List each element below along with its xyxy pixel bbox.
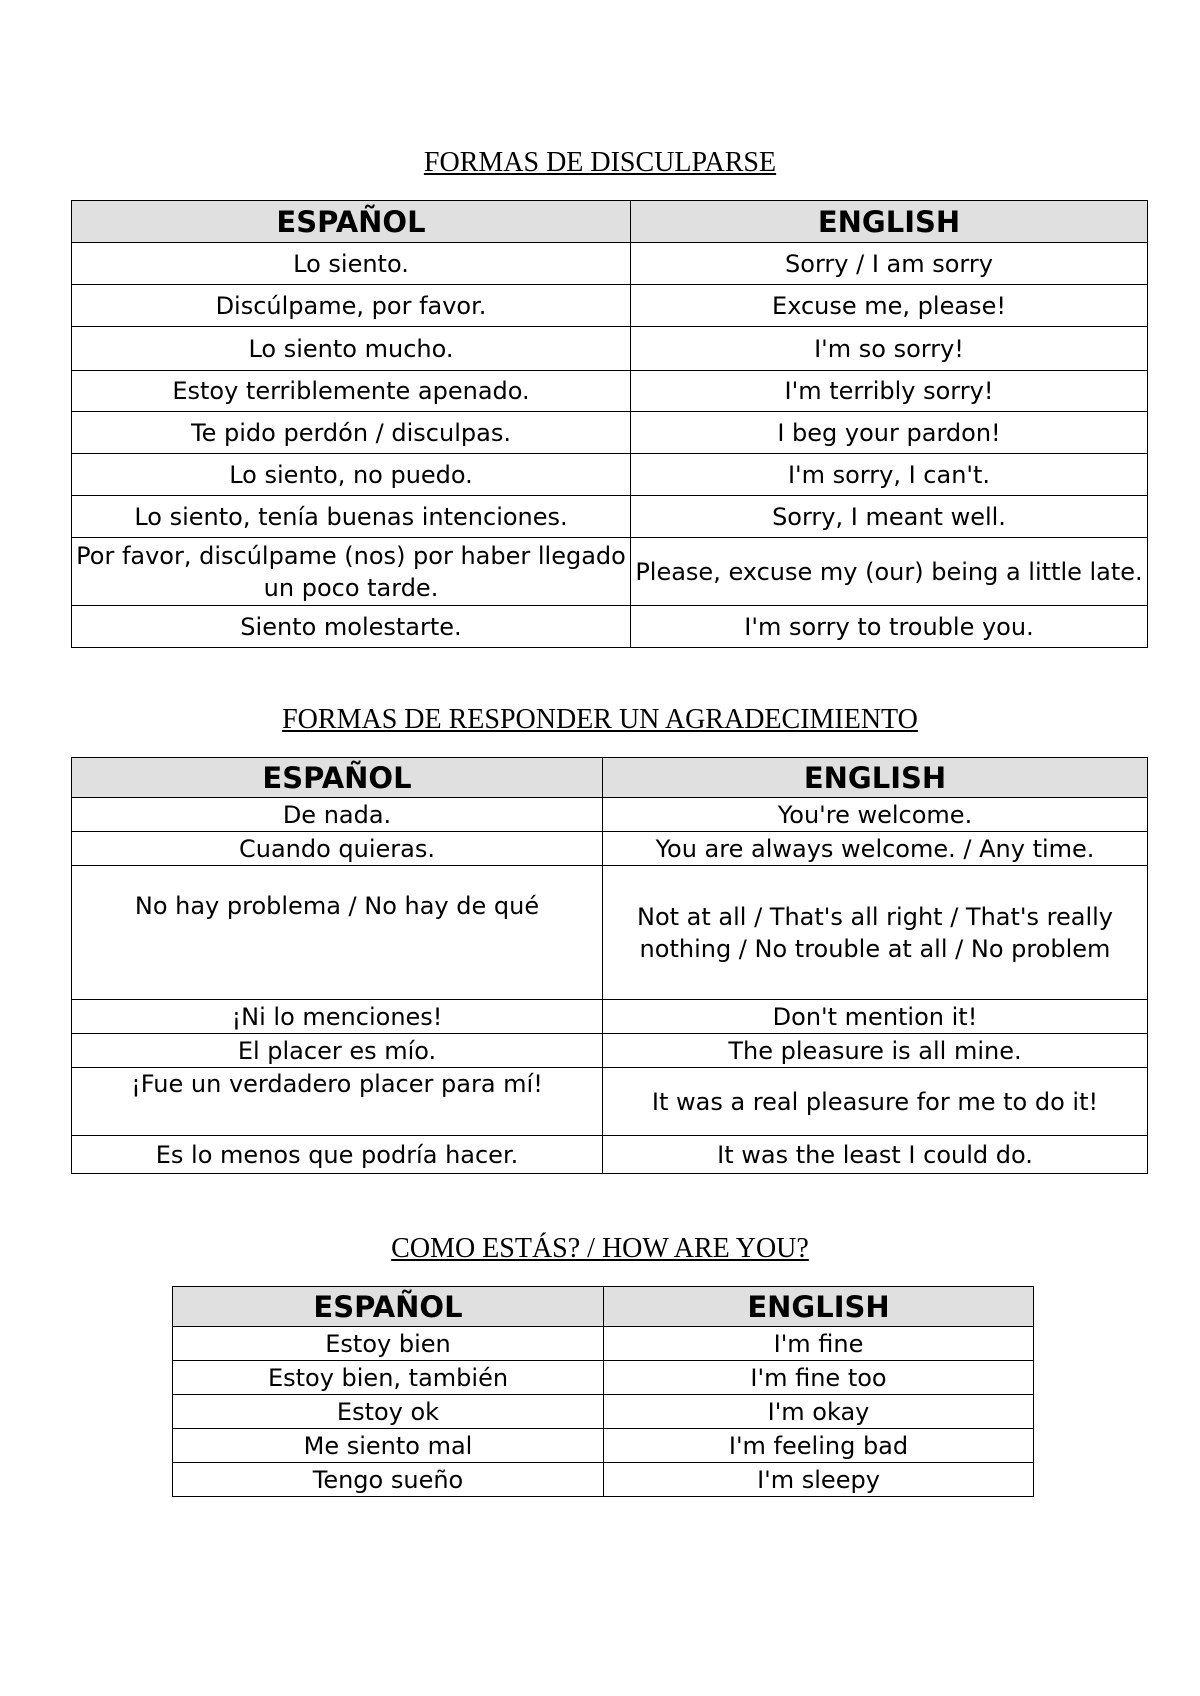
cell-espanol: No hay problema / No hay de qué [72,866,603,1000]
table-row [72,866,1148,1000]
cell-espanol: ¡Fue un verdadero placer para mí! [72,1068,603,1136]
cell-english: I'm sorry to trouble you. [631,606,1148,648]
cell-espanol: Cuando quieras. [72,832,603,866]
header-espanol: ESPAÑOL [72,758,603,798]
section-title-how-are-you: COMO ESTÁS? / HOW ARE YOU? [391,1233,809,1264]
cell-espanol: Lo siento. [72,243,631,285]
header-english: ENGLISH [603,758,1148,798]
table-row [72,285,1148,327]
cell-english: You're welcome. [603,798,1148,832]
table-row [173,1463,1034,1497]
how-are-you-table [172,1286,1034,1497]
table-header-row [72,758,1148,798]
table-row [72,454,1148,496]
cell-english: I'm feeling bad [604,1429,1034,1463]
header-english: ENGLISH [631,201,1148,243]
cell-english: I'm okay [604,1395,1034,1429]
table-row [72,412,1148,454]
cell-english: I'm fine [604,1327,1034,1361]
table-row [72,1068,1148,1136]
table-row [72,606,1148,648]
table-header-row [72,201,1148,243]
table-header-row [173,1287,1034,1327]
cell-espanol: Es lo menos que podría hacer. [72,1136,603,1174]
table-row [173,1361,1034,1395]
header-espanol: ESPAÑOL [173,1287,604,1327]
cell-english: It was the least I could do. [603,1136,1148,1174]
header-espanol: ESPAÑOL [72,201,631,243]
cell-espanol: Estoy terriblemente apenado. [72,371,631,412]
cell-espanol: Estoy bien, también [173,1361,604,1395]
table-row [173,1395,1034,1429]
cell-espanol: Por favor, discúlpame (nos) por haber llegado un poco tarde. [72,538,631,606]
table-row [72,496,1148,538]
table-row [72,371,1148,412]
table-row [72,832,1148,866]
cell-english: I'm sleepy [604,1463,1034,1497]
cell-english: I'm fine too [604,1361,1034,1395]
cell-english: Please, excuse my (our) being a little late. [631,538,1148,606]
cell-espanol: Te pido perdón / disculpas. [72,412,631,454]
table-row [72,538,1148,606]
cell-english: Excuse me, please! [631,285,1148,327]
cell-espanol: De nada. [72,798,603,832]
cell-english: Sorry, I meant well. [631,496,1148,538]
cell-english: I'm terribly sorry! [631,371,1148,412]
cell-english: Sorry / I am sorry [631,243,1148,285]
cell-english: I'm so sorry! [631,327,1148,371]
cell-espanol: Lo siento, no puedo. [72,454,631,496]
cell-english: Don't mention it! [603,1000,1148,1034]
cell-espanol: Lo siento mucho. [72,327,631,371]
cell-espanol: Tengo sueño [173,1463,604,1497]
cell-english: You are always welcome. / Any time. [603,832,1148,866]
table-row [72,1034,1148,1068]
section-title-apologies: FORMAS DE DISCULPARSE [423,147,777,178]
cell-espanol: El placer es mío. [72,1034,603,1068]
section-title-thanks-responses: FORMAS DE RESPONDER UN AGRADECIMIENTO [282,704,918,735]
cell-espanol: Estoy ok [173,1395,604,1429]
cell-espanol: Lo siento, tenía buenas intenciones. [72,496,631,538]
table-row [72,798,1148,832]
table-row [72,1136,1148,1174]
cell-espanol: Siento molestarte. [72,606,631,648]
apologies-table [71,200,1148,648]
cell-english: I beg your pardon! [631,412,1148,454]
cell-english: Not at all / That's all right / That's really nothing / No trouble at all / No problem [603,866,1148,1000]
thanks-responses-table [71,757,1148,1174]
cell-espanol: Estoy bien [173,1327,604,1361]
table-row [72,1000,1148,1034]
table-row [173,1327,1034,1361]
cell-english: I'm sorry, I can't. [631,454,1148,496]
table-row [72,243,1148,285]
cell-espanol: ¡Ni lo menciones! [72,1000,603,1034]
header-english: ENGLISH [604,1287,1034,1327]
cell-espanol: Me siento mal [173,1429,604,1463]
cell-english: The pleasure is all mine. [603,1034,1148,1068]
table-row [72,327,1148,371]
table-row [173,1429,1034,1463]
cell-espanol: Discúlpame, por favor. [72,285,631,327]
cell-english: It was a real pleasure for me to do it! [603,1068,1148,1136]
